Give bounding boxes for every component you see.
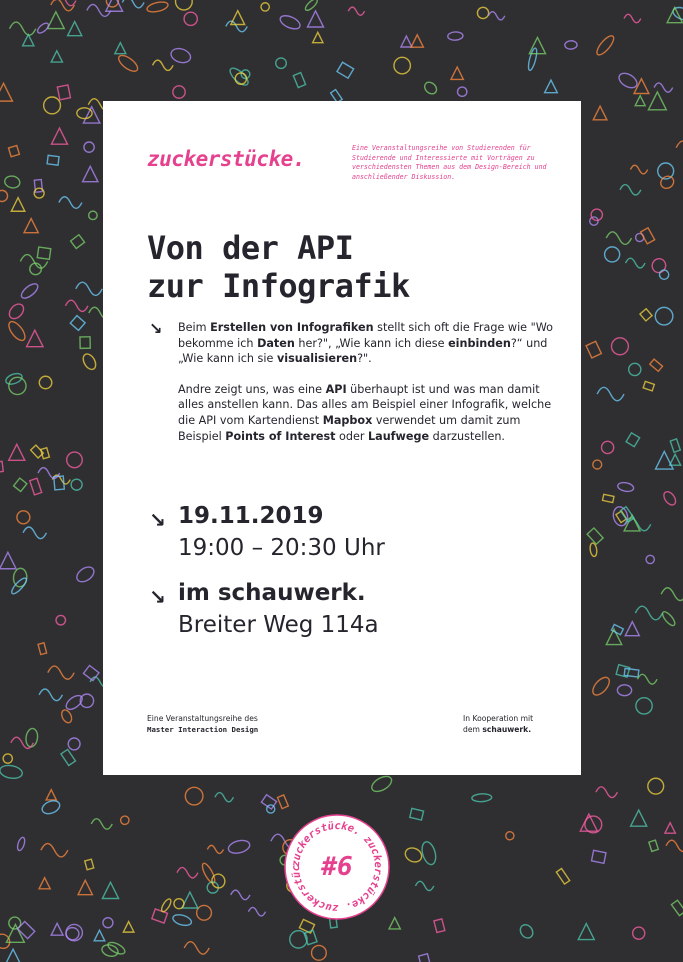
candy-shape [41,843,68,856]
candy-shape [648,778,664,794]
footer-organizer [147,713,258,735]
candy-shape [635,606,662,620]
event-address: Breiter Weg 114a [178,612,379,638]
candy-shape [6,319,28,343]
candy-shape [10,22,36,35]
candy-shape [308,11,324,27]
candy-shape [369,773,394,794]
badge-ring-text: zuckerstücke. zuckerstücke. zuckerstüc [289,819,385,915]
candy-shape [656,451,674,469]
candy-shape [617,685,631,696]
emphasis-text: Laufwege [368,429,430,443]
candy-shape [87,4,111,16]
arrow-icon: ↘ [149,508,166,532]
candy-shape [6,949,20,962]
candy-shape [14,478,27,491]
candy-shape [641,228,655,244]
candy-shape [24,219,38,233]
candy-shape [518,922,536,940]
emphasis-text: Erstellen von Infografiken [210,321,374,334]
candy-shape [70,316,85,331]
candy-shape [207,845,223,853]
candy-shape [174,899,184,909]
footer-cooperation-partner: schauwerk. [482,725,532,734]
candy-shape [629,363,641,375]
candy-shape [66,928,79,940]
candy-shape [172,913,193,927]
candy-shape [55,0,75,6]
candy-shape [411,35,423,47]
candy-shape [665,823,675,833]
candy-shape [51,923,63,935]
candy-shape [74,564,96,585]
candy-shape [51,51,62,62]
candy-shape [276,58,287,69]
candy-shape [20,255,47,269]
candy-shape [34,188,44,198]
candy-shape [670,454,681,465]
candy-shape [278,13,302,32]
badge-number: #6 [321,852,353,882]
candy-shape [67,452,83,468]
candy-shape [4,175,21,189]
candy-shape [184,12,197,25]
candy-shape [434,919,445,933]
candy-shape [68,22,82,36]
candy-shape [620,185,641,195]
candy-shape [626,433,640,447]
candy-shape [41,448,50,459]
candy-shape [650,257,668,275]
candy-shape [594,33,616,57]
candy-shape [77,108,92,119]
arrow-icon: ↘ [149,319,163,338]
intro-text [178,320,558,459]
candy-shape [57,85,70,100]
candy-shape [36,21,50,34]
candy-shape [590,674,613,697]
candy-shape [153,60,174,70]
candy-shape [261,3,269,11]
candy-shape [160,898,173,913]
candy-shape [46,790,56,800]
body-text: ?". [357,352,372,366]
candy-shape [649,840,659,851]
candy-shape [106,0,123,11]
candy-shape [458,87,467,96]
footer-cooperation-line-2 [463,724,533,735]
candy-shape [337,62,354,78]
candy-shape [448,32,464,41]
candy-shape [0,83,12,101]
candy-shape [394,57,410,73]
candy-shape [184,942,209,954]
candy-shape [115,43,126,54]
candy-shape [625,622,639,636]
candy-shape [593,106,607,120]
candy-shape [633,927,645,939]
candy-shape [30,478,42,495]
candy-shape [304,0,319,12]
candy-shape [611,338,628,355]
candy-shape [78,880,92,894]
candy-shape [37,247,51,259]
candy-shape [84,142,94,152]
candy-shape [16,836,26,851]
candy-shape [61,749,76,765]
candy-shape [0,764,23,780]
body-text: her?", „Wie kann ich diese [294,336,449,350]
candy-shape [602,494,614,502]
candy-shape [636,698,652,714]
candy-shape [625,518,651,531]
footer-organizer-line-2: Master Interaction Design [147,725,259,734]
candy-shape [654,83,673,92]
candy-shape [177,867,198,877]
candy-shape [0,461,3,472]
candy-shape [71,235,85,249]
body-text: überhaupt ist und was man damit alles anstellen kann. Das alles am Beispiel einer Infografik, welche die API vom Kartendienst [178,382,552,427]
candy-shape [596,787,618,798]
candy-shape [122,0,144,8]
candy-shape [451,67,463,79]
candy-shape [182,892,198,908]
candy-shape [85,859,94,870]
candy-shape [312,945,327,960]
footer-cooperation-prefix: dem [463,725,483,734]
candy-shape [422,80,438,96]
candy-shape [60,708,74,724]
event-date: 19.11.2019 [178,503,324,529]
candy-shape [9,377,26,394]
candy-shape [313,32,323,42]
candy-shape [643,381,654,391]
candy-shape [593,460,602,469]
candy-shape [23,527,46,539]
emphasis-text: API [325,382,347,396]
candy-shape [215,793,234,802]
candy-shape [0,552,16,568]
candy-shape [658,174,675,191]
candy-shape [11,737,34,748]
body-text: Beim [178,321,211,334]
candy-shape [293,73,305,88]
poster-title [147,229,410,305]
candy-shape [197,905,212,920]
poster-card [103,101,581,775]
candy-shape [47,155,59,165]
candy-shape [80,337,90,349]
candy-shape [587,528,603,544]
candy-shape [556,868,569,884]
candy-shape [8,145,19,156]
candy-shape [565,41,577,50]
candy-shape [39,689,62,701]
candy-shape [472,793,492,802]
candy-shape [0,190,8,201]
candy-shape [401,36,412,47]
candy-shape [47,12,64,29]
candy-shape [40,798,61,816]
candy-shape [102,882,118,898]
candy-shape [11,198,25,212]
candy-shape [631,810,647,826]
candy-shape [56,615,65,624]
candy-shape [605,247,620,262]
candy-shape [590,217,598,225]
candy-shape [348,7,364,15]
candy-shape [64,693,85,712]
candy-shape [101,943,120,958]
emphasis-text: Points of Interest [225,429,336,443]
body-text: verwendet um damit zum Beispiel [178,413,521,443]
candy-shape [76,282,102,295]
candy-shape [116,53,140,75]
emphasis-text: visualisieren [276,352,358,366]
brand-logo: zuckerstücke. [147,147,305,171]
candy-shape [661,610,677,628]
candy-shape [39,878,50,889]
candy-shape [23,35,34,46]
candy-shape [81,352,99,372]
candy-shape [17,511,30,524]
candy-shape [661,588,683,601]
issue-badge [284,814,390,920]
candy-shape [38,468,60,479]
arrow-icon: ↘ [149,585,166,609]
candy-shape [103,918,113,928]
body-text: oder [335,429,369,443]
candy-shape [676,141,683,154]
candy-shape [146,0,169,13]
candy-shape [637,674,657,684]
candy-shape [617,481,634,492]
emphasis-text: einbinden [448,336,511,350]
candy-shape [200,862,217,885]
candy-shape [27,330,44,347]
candy-shape [662,490,678,508]
candy-shape [488,12,504,20]
candy-shape [71,479,82,490]
candy-shape [624,14,641,22]
candy-shape [94,930,105,941]
candy-shape [9,444,25,460]
candy-shape [83,166,98,181]
candy-shape [231,890,250,900]
candy-shape [403,845,424,864]
candy-shape [420,840,438,866]
candy-shape [176,0,193,10]
candy-shape [616,70,639,90]
emphasis-text: Mapbox [322,413,373,427]
intro-paragraph-2 [178,382,558,444]
candy-shape [650,359,663,371]
candy-shape [410,808,424,820]
candy-shape [4,372,23,387]
candy-shape [248,907,265,916]
candy-shape [65,300,88,311]
candy-shape [606,232,631,245]
brand-description: Eine Veranstaltungsreihe von Studierenden für Studierende und Interessierte mit Vorträgen zu verschiedensten Themen aus dem Design-Bereich und anschließender Diskussion. [352,144,547,181]
candy-shape [671,900,683,915]
candy-shape [59,197,82,209]
candy-shape [635,96,645,106]
candy-shape [592,850,606,863]
body-text: ?“ und „Wie kann ich sie [178,336,548,366]
candy-shape [19,281,40,301]
candy-shape [646,555,654,563]
event-venue: im schauwerk. [178,580,366,606]
candy-shape [38,643,47,655]
candy-shape [648,92,666,110]
candy-shape [290,931,307,948]
title-line-2: zur Infografik [147,267,410,305]
footer-organizer-line-1: Eine Veranstaltungsreihe des [147,714,258,723]
footer-cooperation-line-1: In Kooperation mit [463,714,534,723]
candy-shape [185,787,203,805]
candy-shape [389,918,400,929]
candy-shape [586,341,601,358]
title-line-1: Von der API [147,229,354,267]
candy-shape [68,738,80,750]
candy-shape [51,128,67,144]
candy-shape [545,80,558,93]
candy-shape [83,665,99,680]
candy-shape [10,576,29,596]
candy-shape [527,47,539,71]
candy-shape [415,881,433,890]
candy-shape [655,307,673,325]
event-time: 19:00 – 20:30 Uhr [178,535,385,561]
candy-shape [630,165,647,174]
candy-shape [123,922,134,933]
candy-shape [666,840,683,851]
candy-shape [44,97,61,114]
body-text: stellt sich oft die Frage wie "Wo bekomme ich [178,321,554,350]
candy-shape [624,668,639,677]
candy-shape [477,7,488,18]
footer-cooperation [463,713,533,735]
emphasis-text: Daten [257,336,295,350]
intro-paragraph-1 [178,320,558,367]
candy-shape [670,439,680,452]
candy-shape [89,211,97,219]
candy-shape [48,666,74,679]
candy-shape [7,301,27,321]
candy-shape [173,86,185,98]
candy-shape [3,754,12,763]
candy-shape [602,441,614,453]
candy-shape [121,816,129,824]
candy-shape [597,387,624,400]
candy-shape [227,838,251,855]
candy-shape [169,46,192,65]
candy-shape [277,795,288,809]
body-text: Andre zeigt uns, was eine [178,382,326,396]
candy-shape [660,270,669,279]
candy-shape [506,832,514,840]
candy-shape [39,376,52,389]
candy-shape [419,954,431,962]
candy-shape [626,258,646,268]
candy-shape [640,309,652,321]
body-text: darzustellen. [429,429,505,443]
candy-shape [91,819,112,830]
candy-shape [578,924,594,940]
